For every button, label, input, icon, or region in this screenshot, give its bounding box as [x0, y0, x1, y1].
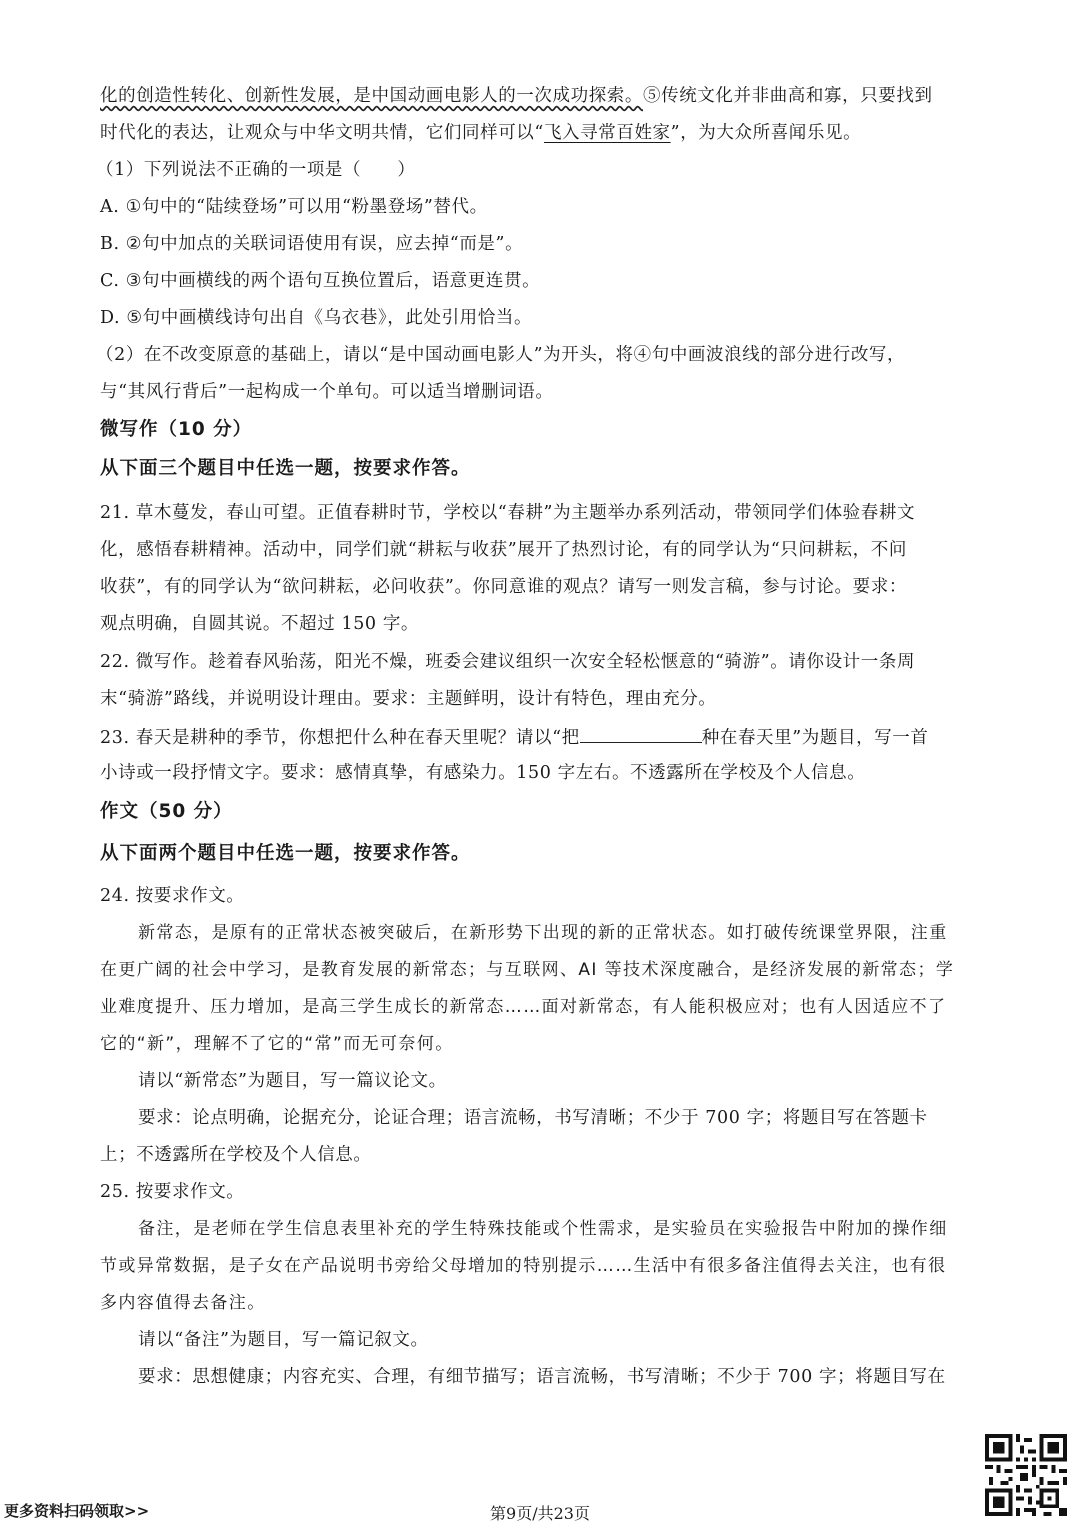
section-heading-essay: 作文（50 分） [100, 801, 233, 822]
q24-requirements-line-1: 要求：论点明确，论据充分，论证合理；语言流畅，书写清晰；不少于 700 字；将题目写在答题卡 [138, 1108, 928, 1128]
option-b: B. ②句中加点的关联词语使用有误，应去掉“而是”。 [100, 234, 524, 254]
q25-requirements-line-1: 要求：思想健康；内容充实、合理，有细节描写；语言流畅，书写清晰；不少于 700 字；将题目写在 [138, 1367, 946, 1387]
underlined-poem-line: 飞入寻常百姓家 [543, 123, 671, 143]
text-line-2 [100, 121, 980, 145]
q25-prompt-line-2: 节或异常数据，是子女在产品说明书旁给父母增加的特别提示……生活中有很多备注值得去关注，也有很 [100, 1256, 947, 1276]
section-instruction-essay: 从下面两个题目中任选一题，按要求作答。 [100, 843, 471, 864]
text-segment: ”，为大众所喜闻乐见。 [670, 123, 862, 143]
q22-line-2: 末“骑游”路线，并说明设计理由。要求：主题鲜明，设计有特色，理由充分。 [100, 689, 717, 709]
q24-prompt-line-4: 它的“新”，理解不了它的“常”而无可奈何。 [100, 1034, 454, 1054]
text-line-1 [100, 84, 980, 108]
section-heading-micro-writing: 微写作（10 分） [100, 419, 253, 440]
question-2-line-2: 与“其风行背后”一起构成一个单句。可以适当增删词语。 [100, 382, 554, 402]
option-c: C. ③句中画横线的两个语句互换位置后，语意更连贯。 [100, 271, 541, 291]
q25-title: 25. 按要求作文。 [100, 1182, 245, 1202]
q21-line-4: 观点明确，自圆其说。不超过 150 字。 [100, 614, 420, 634]
q23-line-1 [100, 724, 980, 750]
q25-prompt-line-1: 备注，是老师在学生信息表里补充的学生特殊技能或个性需求，是实验员在实验报告中附加的操作细 [138, 1219, 948, 1239]
question-1: （1）下列说法不正确的一项是（ ） [96, 160, 416, 180]
text-segment: ⑤传统文化并非曲高和寡，只要找到 [643, 86, 933, 106]
footer-scan-prompt[interactable]: 更多资料扫码领取>> [4, 1502, 150, 1520]
q24-prompt-line-1: 新常态，是原有的正常状态被突破后，在新形势下出现的新的正常状态。如打破传统课堂界限，注重 [138, 923, 948, 943]
q24-prompt-line-3: 业难度提升、压力增加，是高三学生成长的新常态……面对新常态，有人能积极应对；也有人因适应不了 [100, 997, 947, 1017]
q25-task: 请以“备注”为题目，写一篇记叙文。 [138, 1330, 429, 1350]
q24-task: 请以“新常态”为题目，写一篇议论文。 [138, 1071, 447, 1091]
q24-title: 24. 按要求作文。 [100, 886, 245, 906]
fill-in-blank [580, 724, 702, 743]
q21-line-3: 收获”，有的同学认为“欲问耕耘，必问收获”。你同意谁的观点？请写一则发言稿，参与讨论。要求： [100, 577, 907, 597]
section-instruction-micro: 从下面三个题目中任选一题，按要求作答。 [100, 458, 471, 479]
option-d: D. ⑤句中画横线诗句出自《乌衣巷》，此处引用恰当。 [100, 308, 533, 328]
text-segment: 种在春天里”为题目，写一首 [701, 728, 929, 748]
q25-prompt-line-3: 多内容值得去备注。 [100, 1293, 266, 1313]
q24-requirements-line-2: 上；不透露所在学校及个人信息。 [100, 1145, 372, 1165]
text-segment: 时代化的表达，让观众与中华文明共情，它们同样可以“ [100, 123, 544, 143]
q24-prompt-line-2: 在更广阔的社会中学习，是教育发展的新常态；与互联网、AI 等技术深度融合，是经济发展的新常态；学 [100, 960, 955, 980]
q21-line-2: 化，感悟春耕精神。活动中，同学们就“耕耘与收获”展开了热烈讨论，有的同学认为“只问耕耘，不问 [100, 540, 907, 560]
wavy-underlined-text: 化的创造性转化、创新性发展，是中国动画电影人的一次成功探索。 [100, 86, 643, 106]
q22-line-1: 22. 微写作。趁着春风骀荡，阳光不燥，班委会建议组织一次安全轻松惬意的“骑游”。请你设计一条周 [100, 652, 916, 672]
option-a: A. ①句中的“陆续登场”可以用“粉墨登场”替代。 [100, 197, 488, 217]
question-2-line-1: （2）在不改变原意的基础上，请以“是中国动画电影人”为开头，将④句中画波浪线的部分进行改写， [96, 345, 906, 365]
q23-line-2: 小诗或一段抒情文字。要求：感情真挚，有感染力。150 字左右。不透露所在学校及个人信息。 [100, 763, 866, 783]
text-segment: 23. 春天是耕种的季节，你想把什么种在春天里呢？请以“把 [100, 728, 580, 748]
page-number: 第9页/共23页 [490, 1504, 590, 1523]
q21-line-1: 21. 草木蔓发，春山可望。正值春耕时节，学校以“春耕”为主题举办系列活动，带领同学们体验春耕文 [100, 503, 916, 523]
